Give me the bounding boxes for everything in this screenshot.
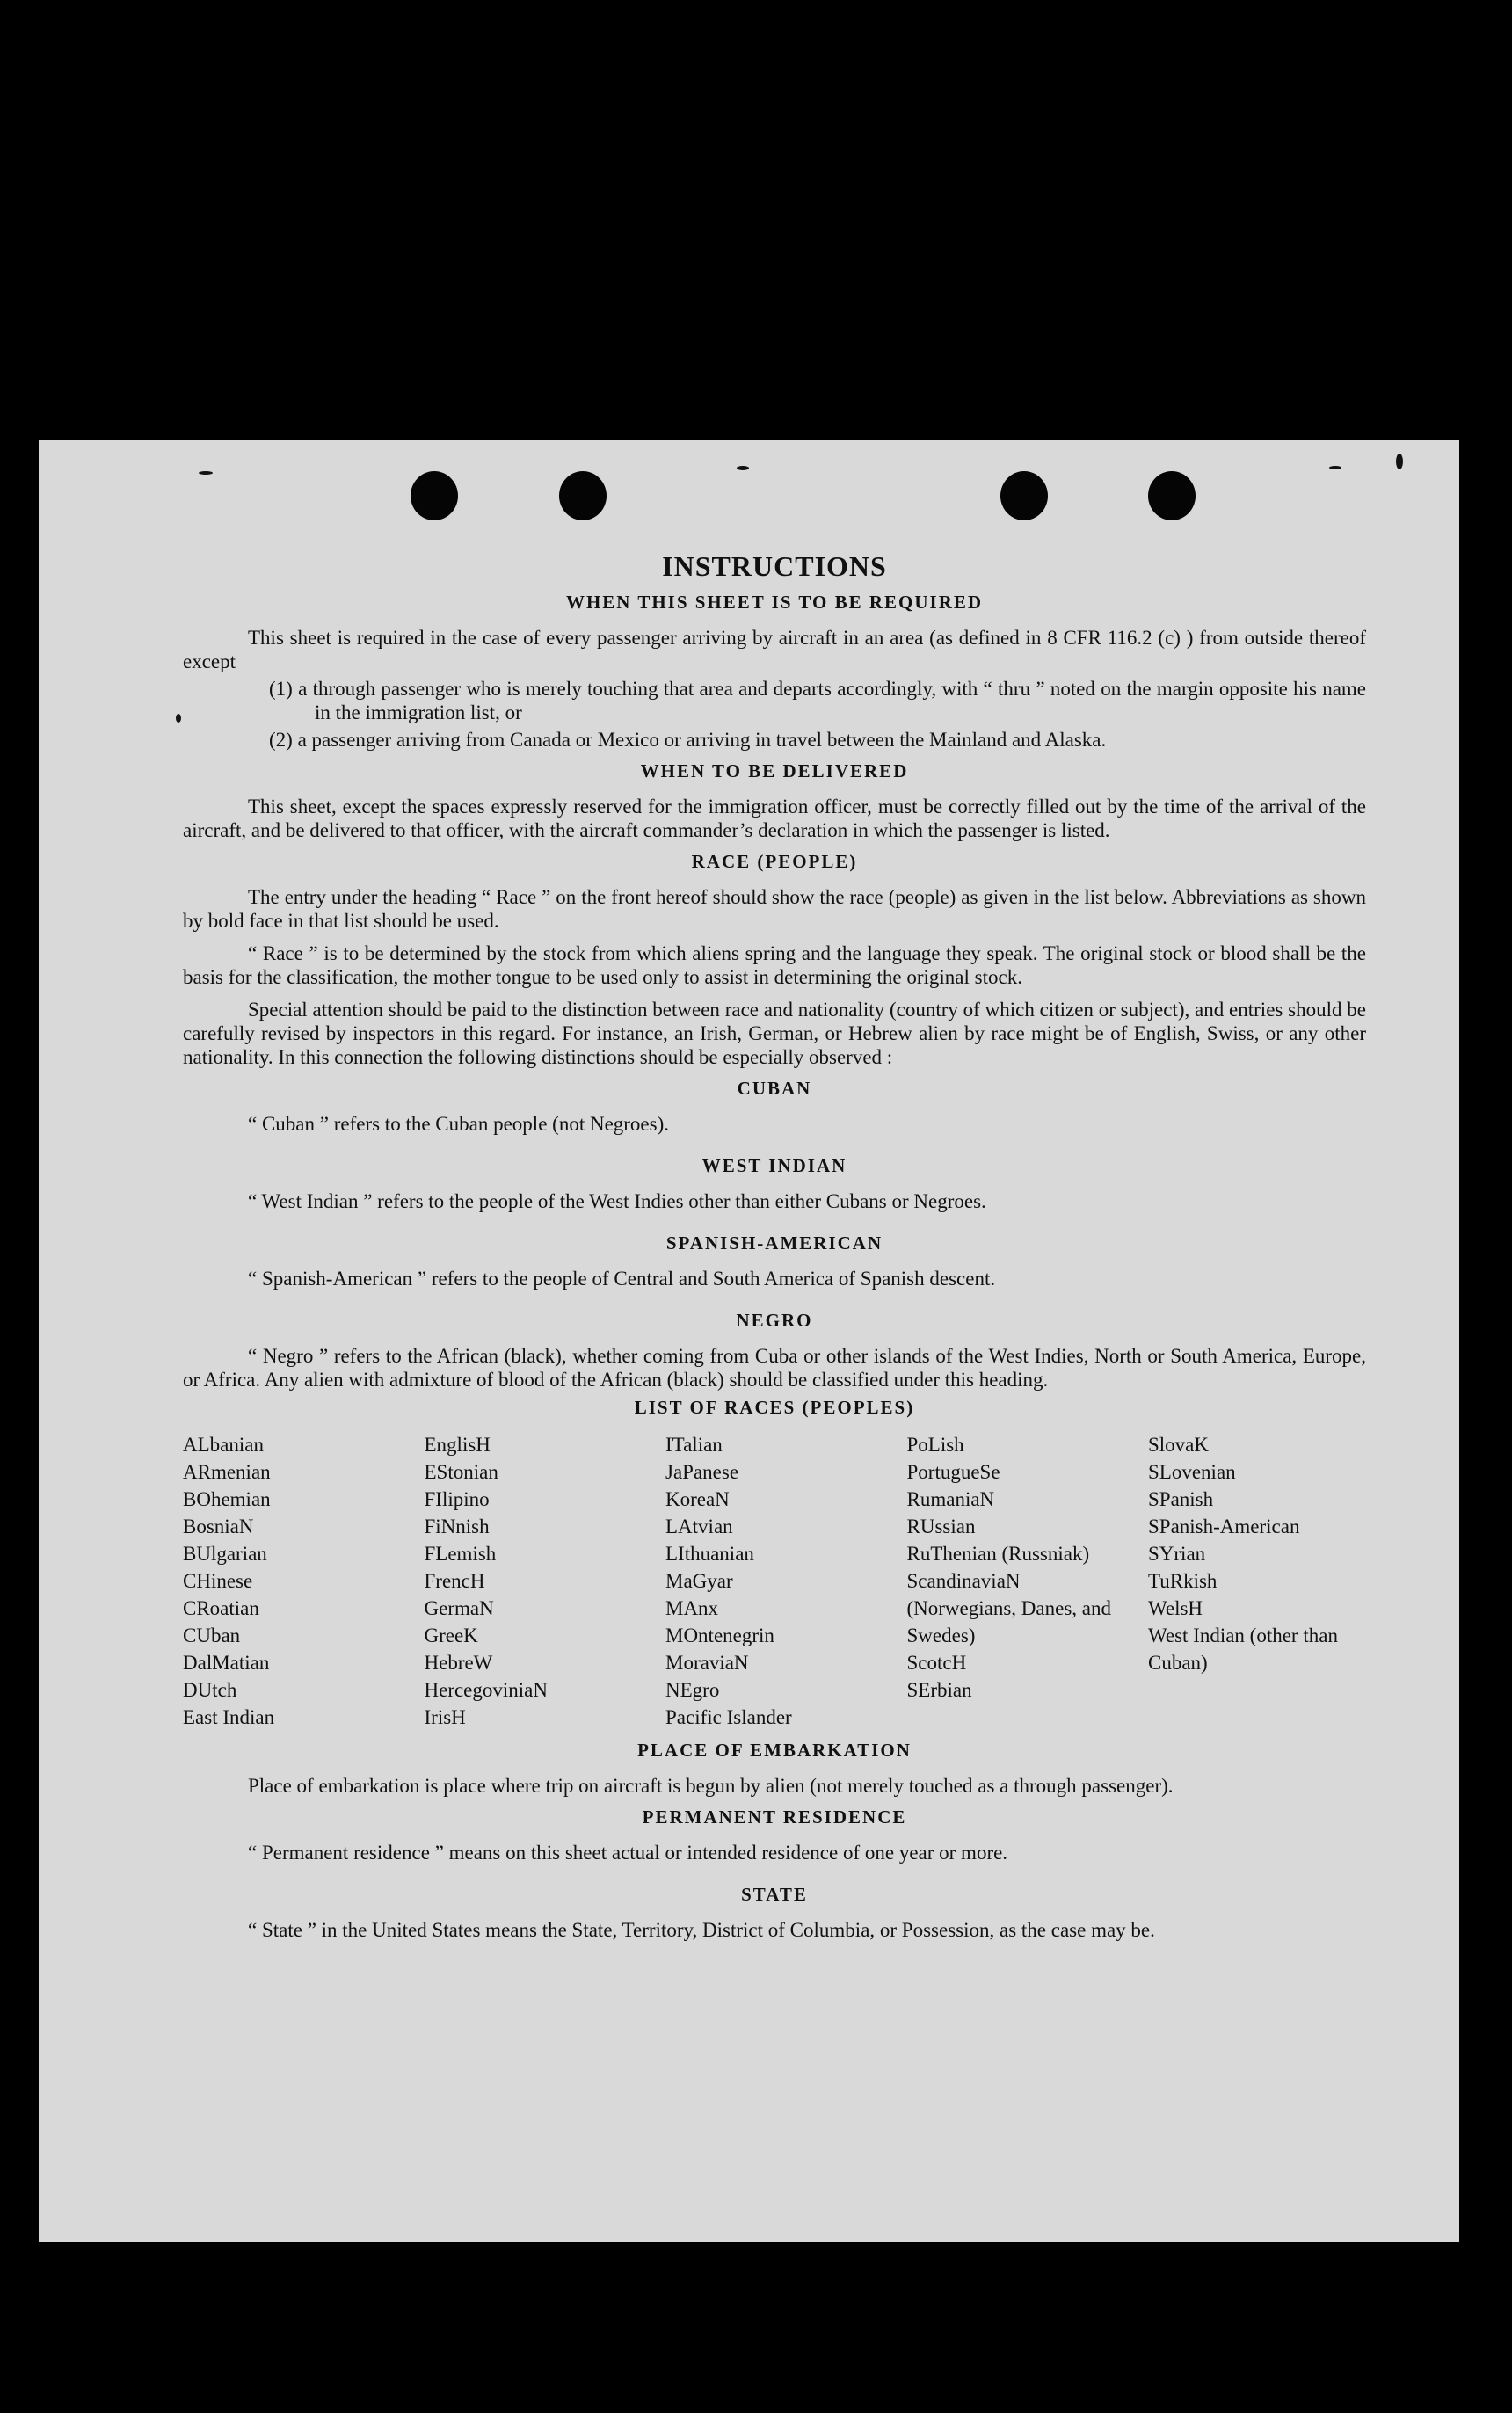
race-entry: KoreaN (665, 1488, 730, 1510)
race-entry: FrencH (424, 1570, 485, 1592)
race-entry: Pacific Islander (665, 1706, 792, 1728)
punch-hole (1000, 471, 1048, 520)
race-entry: ITalian (665, 1434, 723, 1456)
paragraph: “ State ” in the United States means the State, Territory, District of Columbia, or Possession, as the case may be. (248, 1919, 1155, 1941)
section-heading: SPANISH-AMERICAN (665, 1232, 883, 1254)
races-column-1 (183, 1431, 401, 1731)
race-entry: RUssian (906, 1515, 976, 1537)
punch-hole (1148, 471, 1196, 520)
paragraph: “ Permanent residence ” means on this sheet actual or intended residence of one year or more. (248, 1842, 1008, 1864)
race-entry: BOhemian (183, 1488, 271, 1510)
paragraph: “ Cuban ” refers to the Cuban people (not Negroes). (248, 1113, 670, 1135)
race-entry: CRoatian (183, 1597, 259, 1619)
race-entry: HebreW (424, 1652, 493, 1674)
paragraph: This sheet is required in the case of every passenger arriving by aircraft in an area (as defined in 8 CFR 116.2 (c) ) from outside thereof except (183, 627, 1366, 672)
race-entry: CHinese (183, 1570, 253, 1592)
paragraph: Place of embarkation is place where trip on aircraft is begun by alien (not merely touched as a through passenger). (248, 1775, 1174, 1797)
race-entry: MoraviaN (665, 1652, 749, 1674)
race-entry: WelsH (1148, 1597, 1203, 1619)
paragraph: The entry under the heading “ Race ” on the front hereof should show the race (people) as given in the list below. Abbreviations as shown by bold face in that list should be used. (183, 886, 1366, 932)
race-entry: JaPanese (665, 1461, 739, 1483)
race-entry: PortugueSe (906, 1461, 1000, 1483)
race-entry: FLemish (424, 1543, 497, 1565)
race-entry: DalMatian (183, 1652, 270, 1674)
section-heading: PLACE OF EMBARKATION (637, 1740, 912, 1761)
speck (1329, 466, 1341, 469)
races-column-5 (1148, 1431, 1366, 1731)
section-heading: LIST OF RACES (PEOPLES) (634, 1397, 915, 1418)
speck (1396, 454, 1403, 469)
paragraph: “ West Indian ” refers to the people of the West Indies other than either Cubans or Negroes. (248, 1190, 986, 1212)
race-entry: MOntenegrin (665, 1624, 774, 1646)
race-entry: MaGyar (665, 1570, 733, 1592)
speck (737, 466, 749, 470)
race-entry: GreeK (424, 1624, 478, 1646)
race-entry: FiNnish (424, 1515, 490, 1537)
race-entry: LIthuanian (665, 1543, 754, 1565)
race-entry: SErbian (906, 1679, 972, 1701)
race-entry: SlovaK (1148, 1434, 1209, 1456)
race-entry: FIlipino (424, 1488, 490, 1510)
race-entry: SPanish (1148, 1488, 1214, 1510)
paragraph: This sheet, except the spaces expressly reserved for the immigration officer, must be correctly filled out by the time of the arrival of the aircraft, and be delivered to that officer, with the aircraft commander’s declaration in which the passenger is listed. (183, 796, 1366, 841)
race-entry: HercegoviniaN (424, 1679, 548, 1701)
list-item: (2) a passenger arriving from Canada or Mexico or arriving in travel between the Mainland and Alaska. (269, 729, 1107, 751)
race-entry: LAtvian (665, 1515, 733, 1537)
paragraph: “ Race ” is to be determined by the stock from which aliens spring and the language they speak. The original stock or blood shall be the basis for the classification, the mother tongue to be used only to assist in determining the original stock. (183, 942, 1366, 988)
race-entry: CUban (183, 1624, 241, 1646)
races-column-4 (907, 1431, 1125, 1731)
race-entry: IrisH (424, 1706, 466, 1728)
race-entry: East Indian (183, 1706, 275, 1728)
punch-hole (411, 471, 458, 520)
section-heading: PERMANENT RESIDENCE (642, 1806, 907, 1828)
race-entry: RuThenian (Russniak) (906, 1543, 1090, 1565)
races-list (183, 1431, 1366, 1731)
section-heading: CUBAN (737, 1078, 812, 1099)
race-entry: ScandinaviaN (Norwegians, Danes, and Swedes) (906, 1570, 1111, 1646)
race-entry: TuRkish (1148, 1570, 1218, 1592)
race-entry: ALbanian (183, 1434, 264, 1456)
race-entry: BUlgarian (183, 1543, 267, 1565)
speck (199, 471, 213, 475)
race-entry: DUtch (183, 1679, 237, 1701)
race-entry: PoLish (906, 1434, 964, 1456)
page-title: INSTRUCTIONS (662, 550, 887, 582)
speck (176, 714, 181, 723)
races-column-3 (665, 1431, 883, 1731)
race-entry: ARmenian (183, 1461, 271, 1483)
paragraph: “ Spanish-American ” refers to the people of Central and South America of Spanish descent. (248, 1268, 996, 1290)
section-heading: WHEN THIS SHEET IS TO BE REQUIRED (565, 592, 984, 613)
race-entry: GermaN (424, 1597, 494, 1619)
paragraph: “ Negro ” refers to the African (black), whether coming from Cuba or other islands of the West Indies, North or South America, Europe, or Africa. Any alien with admixture of blood of the African (black) should be classified under this heading. (183, 1345, 1366, 1391)
race-entry: SPanish-American (1148, 1515, 1300, 1537)
race-entry: SYrian (1148, 1543, 1206, 1565)
document-sheet (39, 440, 1459, 2242)
list-item: (1) a through passenger who is merely touching that area and departs accordingly, with “ thru ” noted on the margin opposite his name in the immigration list, or (269, 678, 1366, 723)
race-entry: MAnx (665, 1597, 719, 1619)
paragraph: Special attention should be paid to the distinction between race and nationality (country of which citizen or subject), and entries should be carefully revised by inspectors in this regard. For instance, an Irish, German, or Hebrew alien by race might be of English, Swiss, or any other nationality. In this connection the following distinctions should be especially observed : (183, 999, 1366, 1068)
instructions-content (183, 550, 1366, 1942)
race-entry: SLovenian (1148, 1461, 1236, 1483)
race-entry: RumaniaN (906, 1488, 995, 1510)
race-entry: EStonian (424, 1461, 498, 1483)
race-entry: EnglisH (424, 1434, 491, 1456)
race-entry: BosniaN (183, 1515, 254, 1537)
section-heading: NEGRO (736, 1310, 813, 1331)
section-heading: WEST INDIAN (701, 1155, 847, 1176)
section-heading: RACE (PEOPLE) (691, 851, 858, 872)
punch-hole (559, 471, 607, 520)
section-heading: STATE (741, 1884, 808, 1905)
race-entry: NEgro (665, 1679, 720, 1701)
section-heading: WHEN TO BE DELIVERED (640, 760, 909, 781)
races-column-2 (425, 1431, 643, 1731)
race-entry: ScotcH (906, 1652, 967, 1674)
race-entry: West Indian (other than Cuban) (1148, 1624, 1338, 1674)
